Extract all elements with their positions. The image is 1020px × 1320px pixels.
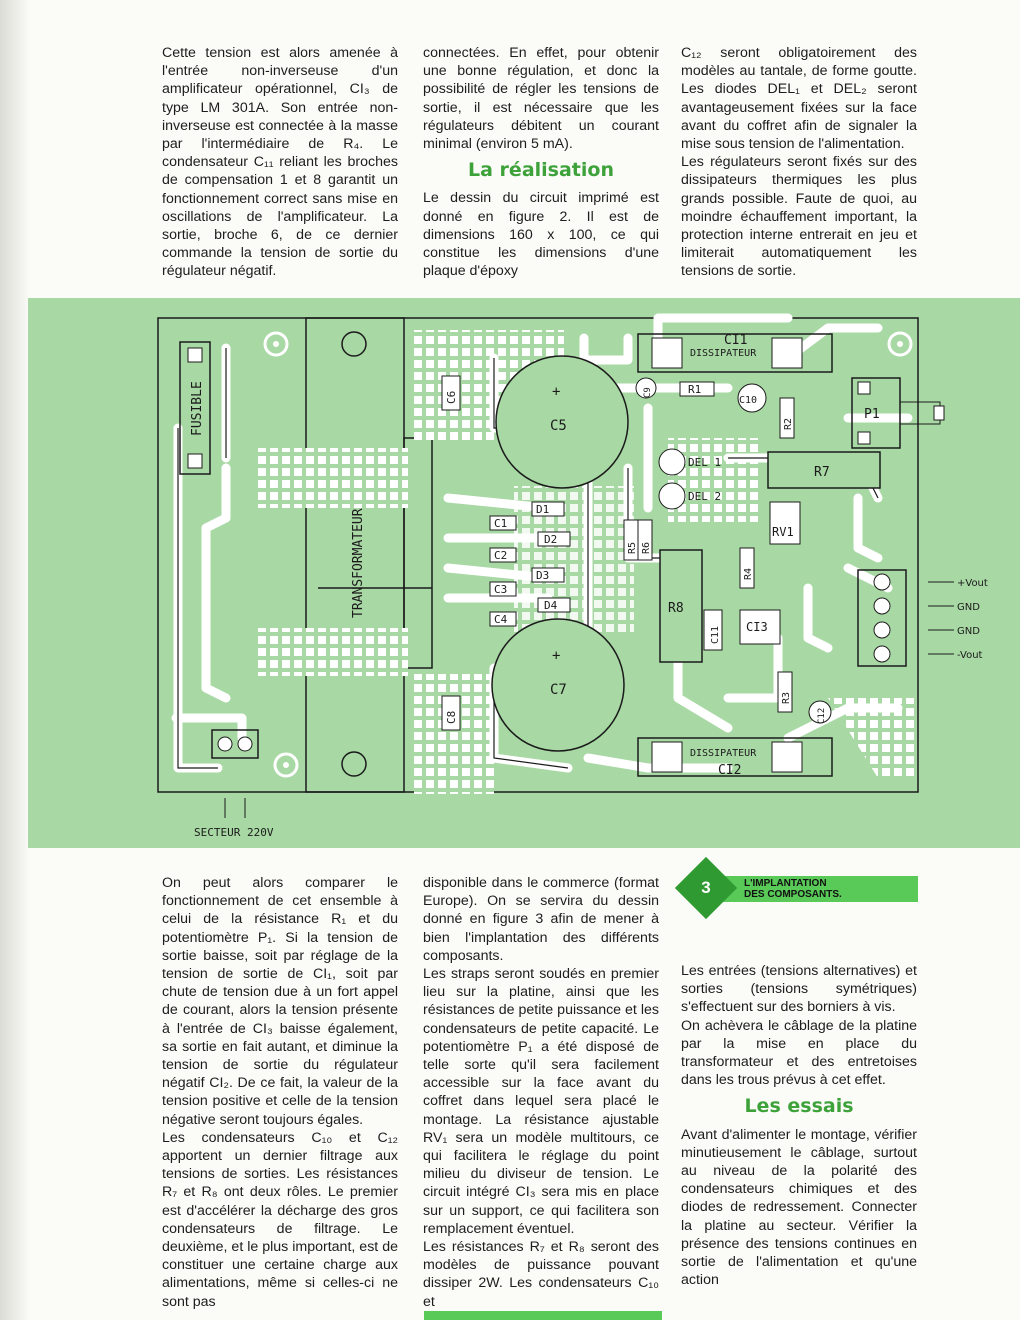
label-c4: C4 xyxy=(494,613,508,626)
label-dissipateur-1: DISSIPATEUR xyxy=(690,348,757,359)
label-r7: R7 xyxy=(814,465,830,480)
label-c3: C3 xyxy=(494,583,508,596)
label-secteur: SECTEUR 220V xyxy=(194,826,274,839)
bottom-column-2 xyxy=(423,874,659,1311)
paragraph: Cette tension est alors amenée à l'entrée non-inverseuse d'un amplificateur opérationnel, CI₃ de type LM 301A. Son entrée non-inverseuse est connectée à la masse par l'intermédiaire de R₄. Le condensateur C₁₁ reliant les broches de compensation 1 et 8 garantit un fonctionnement correct sans mise en oscillations de l'amplificateur. La sortie, broche 6, de ce dernier commande la tension de sortie du régulateur négatif. xyxy=(162,45,398,280)
label-transformateur: TRANSFORMATEUR xyxy=(351,508,366,618)
bottom-column-1 xyxy=(162,874,398,1311)
output-gnd-1: GND xyxy=(957,602,980,613)
label-dissipateur-2: DISSIPATEUR xyxy=(690,748,757,759)
paragraph: Avant d'alimenter le montage, vérifier minutieusement le câblage, surtout au niveau de la polarité des condensateurs chimiques et des diodes de redressement. Connecter la platine au secteur. Vérifier la présence des tensions continues en sortie de l'alimentation et qu'une action xyxy=(681,1126,917,1289)
label-ci2: CI2 xyxy=(718,763,742,778)
paragraph: Les régulateurs seront fixés sur des dissipateurs thermiques les plus grands possible. Faute de quoi, au moindre échauffement important, la protection interne entrerait en jeu et limiterait automatiquement les tensions de sortie. xyxy=(681,154,917,280)
figure-caption-line-1: L'IMPLANTATION xyxy=(744,878,827,889)
label-r6: R6 xyxy=(641,541,652,554)
label-del2: DEL 2 xyxy=(688,490,722,503)
label-d2: D2 xyxy=(544,533,558,546)
paragraph: C₁₂ seront obligatoirement des modèles au tantale, de forme goutte. Les diodes DEL₁ et DEL₂ seront avantageusement fixées sur la face avant du coffret afin de signaler la mise sous tension de l'alimentation. xyxy=(681,45,917,153)
label-r4: R4 xyxy=(743,567,754,580)
label-r2: R2 xyxy=(783,417,794,430)
svg-text:+: + xyxy=(552,648,561,664)
pcb-layout-drawing xyxy=(28,298,1020,848)
label-c5: C5 xyxy=(550,418,567,434)
label-fusible: FUSIBLE xyxy=(190,381,205,436)
section-heading-realisation: La réalisation xyxy=(468,159,614,182)
label-c10: C10 xyxy=(739,395,758,406)
paragraph: On peut alors comparer le fonctionnement de cet ensemble à celui de la résistance R₁ et du potentiomètre P₁. Si la tension de sortie baisse, soit par réglage de la tension de sortie de CI₁, soit par chute de tension due à un fort appel de courant, alors la tension présente à l'entrée de CI₃ baisse également, sa sortie en fait autant, et diminue la tension de sortie du régulateur négatif CI₂. De ce fait, la valeur de la tension positive et celle de la tension négative seront toujours égales. xyxy=(162,875,398,1128)
label-c1: C1 xyxy=(494,517,508,530)
paragraph: Le dessin du circuit imprimé est donné en figure 2. Il est de dimensions 160 x 100, ce qui constitue les dimensions d'une plaque d'époxy xyxy=(423,190,659,280)
bottom-green-bar xyxy=(424,1311,662,1320)
label-rv1: RV1 xyxy=(772,525,794,539)
label-c6: C6 xyxy=(445,390,458,404)
pcb-figure-band xyxy=(28,298,1020,848)
label-c9: C9 xyxy=(643,387,653,398)
label-r5: R5 xyxy=(627,541,638,554)
label-c2: C2 xyxy=(494,549,508,562)
label-ci3: CI3 xyxy=(746,620,768,634)
label-r1: R1 xyxy=(688,383,702,396)
top-column-3 xyxy=(681,44,917,281)
paragraph: Les straps seront soudés en premier lieu sur la platine, ainsi que les résistances de petite puissance et les condensateurs de petite capacité. Le potentiomètre P₁ a été disposé de telle sorte qu'il sera facilement accessible sur la face avant du coffret dans lequel sera placé le montage. La résistance ajustable RV₁ sera un modèle multitours, ce qui facilitera le réglage du point milieu du diviseur de tension. Le circuit intégré CI₃ sera mis en place sur un support, ce qui facilitera son remplacement éventuel. xyxy=(423,966,659,1237)
label-d4: D4 xyxy=(544,599,558,612)
output-gnd-2: GND xyxy=(957,626,980,637)
figure-3-caption xyxy=(680,862,920,914)
label-c8: C8 xyxy=(445,710,458,724)
top-column-1 xyxy=(162,44,398,281)
paragraph: On achèvera le câblage de la platine par la mise en place du transformateur et des entretoises dans les trous prévus à cet effet. xyxy=(681,1017,917,1089)
mount-hole xyxy=(342,332,366,356)
figure-number: 3 xyxy=(701,878,711,897)
label-c7: C7 xyxy=(550,682,567,698)
paragraph: Les résistances R₇ et R₈ seront des modèles de puissance pouvant dissiper 2W. Les condensateurs C₁₀ et xyxy=(423,1239,659,1310)
paragraph: Les entrées (tensions alternatives) et sorties (tensions symétriques) s'effectuent sur des borniers à vis. xyxy=(681,963,917,1016)
label-r3: R3 xyxy=(781,691,792,704)
label-c11: C11 xyxy=(710,625,721,644)
label-d3: D3 xyxy=(536,569,550,582)
label-ci1: CI1 xyxy=(724,333,748,348)
paragraph: disponible dans le commerce (format Europe). On se servira du dessin donné en figure 3 afin de mener à bien l'implantation des différents composants. xyxy=(423,875,659,964)
mount-hole xyxy=(342,752,366,776)
label-d1: D1 xyxy=(536,503,550,516)
svg-text:+: + xyxy=(552,384,561,400)
top-column-2 xyxy=(423,44,659,280)
label-del1: DEL 1 xyxy=(688,456,722,469)
label-r8: R8 xyxy=(668,601,684,616)
figure-caption-line-2: DES COMPOSANTS. xyxy=(744,889,842,900)
page-edge-shadow xyxy=(0,0,30,1320)
output-minus-vout: -Vout xyxy=(957,650,983,661)
output-plus-vout: +Vout xyxy=(957,578,988,589)
label-c12: C12 xyxy=(817,707,827,724)
paragraph: Les condensateurs C₁₀ et C₁₂ apportent un dernier filtrage aux tensions de sorties. Les résistances R₇ et R₈ ont deux rôles. Le premier est d'accélérer la décharge des gros condensateurs de filtrage. Le deuxième, et le plus important, est de constituer une certaine charge aux alimentations, même si celles-ci ne sont pas xyxy=(162,1129,398,1310)
bottom-column-3 xyxy=(681,962,917,1289)
section-heading-essais: Les essais xyxy=(744,1095,854,1118)
paragraph: connectées. En effet, pour obtenir une bonne régulation, et donc la possibilité de régler les tensions de sortie, il est nécessaire que les régulateurs débitent un courant minimal (environ 5 mA). xyxy=(423,45,659,153)
label-p1: P1 xyxy=(864,407,880,422)
